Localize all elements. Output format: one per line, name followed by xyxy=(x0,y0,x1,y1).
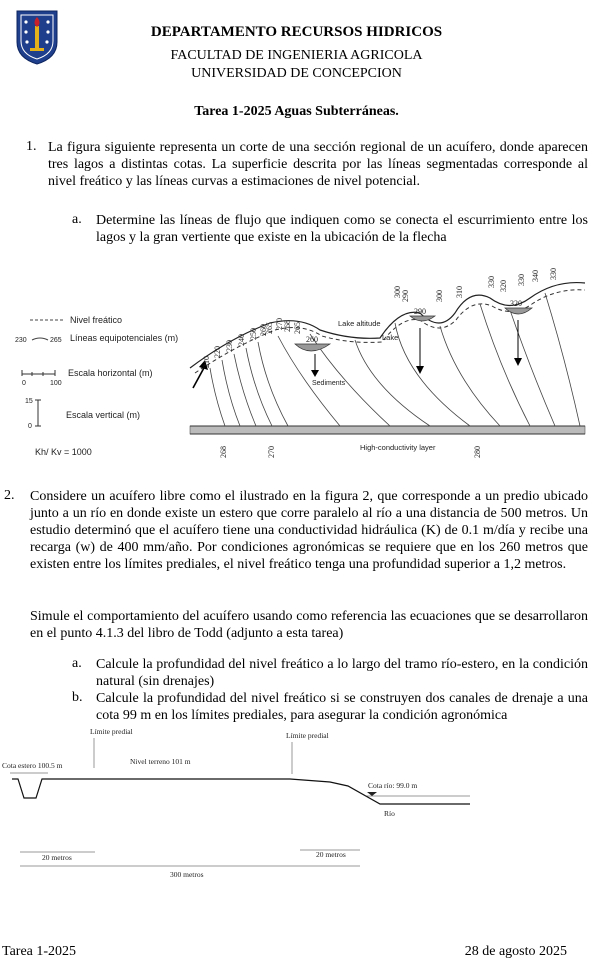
q2b-label: b. xyxy=(72,690,83,705)
equipotential-label: 220 xyxy=(213,346,222,358)
lake-level-label: 290 xyxy=(414,307,426,316)
faculty-heading: FACULTAD DE INGENIERIA AGRICOLA xyxy=(170,48,423,63)
equipotential-label: 330 xyxy=(487,276,496,288)
dim-left-label: 20 metros xyxy=(42,853,72,862)
q2a-text: Calcule la profundidad del nivel freático a lo largo del tramo río-estero, en la condición natural (sin drenajes) xyxy=(96,657,588,689)
q2a-label: a. xyxy=(72,656,82,671)
rio-label: Río xyxy=(384,809,395,818)
q1a-text: Determine las líneas de flujo que indiquen como se conecta el escurrimiento entre los lagos y la gran vertiente que existe en la ubicación de la flecha xyxy=(96,213,588,245)
scale-h-0: 0 xyxy=(22,380,26,387)
legend-water-table: Nivel freático xyxy=(70,315,123,325)
aquifer-profile-figure xyxy=(0,724,593,884)
equipotential-label: 330 xyxy=(549,268,558,280)
lake-level-label: 260 xyxy=(306,335,318,344)
bottom-equipotential-label: 270 xyxy=(267,446,276,458)
equipotential-label: 240 xyxy=(237,334,246,346)
scale-v-15: 15 xyxy=(25,398,33,405)
equipotential-label: 265 xyxy=(293,322,302,334)
equipotential-label: 250 xyxy=(249,328,258,340)
equipotential-label: 290 xyxy=(401,290,410,302)
equipotential-label: 268 xyxy=(283,320,292,332)
equipotential-label: 300 xyxy=(393,286,402,298)
assignment-title: Tarea 1-2025 Aguas Subterráneas. xyxy=(194,104,399,119)
scale-h-100: 100 xyxy=(50,380,62,387)
q2b-text: Calcule la profundidad del nivel freático si se construyen dos canales de drenaje a una cota 99 m en los límites prediales, para asegurar la condición agronómica xyxy=(96,691,588,723)
q1-text: La figura siguiente representa un corte de una sección regional de un acuífero, donde aparecen tres lagos a distintas cotas. La superficie descrita por las líneas segmentadas corresponde al nivel freático y las líneas curvas a estimaciones de nivel potencial. xyxy=(48,140,588,189)
footer-right: 28 de agosto 2025 xyxy=(464,944,567,959)
lake-label: Lake xyxy=(382,333,399,342)
department-heading: DEPARTAMENTO RECURSOS HIDRICOS xyxy=(150,24,443,40)
equipotential-label: 260 xyxy=(259,324,268,336)
q1-number: 1. xyxy=(26,139,37,154)
q2-text-2: Simule el comportamiento del acuífero usando como referencia las ecuaciones que se desarrollaron en el punto 4.1.3 del libro de Todd (adjunto a esta tarea) xyxy=(30,609,588,641)
legend-265: 265 xyxy=(50,337,62,344)
q2-number: 2. xyxy=(4,488,15,503)
limite-predial-right: Límite predial xyxy=(286,731,329,740)
dim-right-label: 20 metros xyxy=(316,850,346,859)
equipotential-label: 265 xyxy=(265,322,274,334)
scale-v-0: 0 xyxy=(28,423,32,430)
footer-left: Tarea 1-2025 xyxy=(2,944,77,959)
equipotential-label: 340 xyxy=(531,270,540,282)
equipotential-label: 270 xyxy=(275,318,284,330)
cota-rio-label: Cota río: 99.0 m xyxy=(368,781,418,790)
equipotential-label: 300 xyxy=(435,290,444,302)
q2-text: Considere un acuífero libre como el ilustrado en la figura 2, que corresponde a un predio ubicado junto a un río en donde existe un estero que corre paralelo al río a una distancia de 500 metros. Un estudio determinó que el acuífero tiene una conductividad hidráulica (K) de 0.1 m/día y recibe una recarga (w) de 400 mm/año. Por condiciones agronómicas se requiere que en los 260 metros que existen entre los límites prediales, el nivel freático tenga una profundidad superior a 1,2 metros. xyxy=(30,489,588,572)
equipotential-label: 210 xyxy=(202,356,211,368)
scale-vertical: Escala vertical (m) xyxy=(66,410,141,420)
bottom-equipotential-label: 280 xyxy=(473,446,482,458)
lake-level-label: 320 xyxy=(510,299,522,308)
kh-kv-ratio: Kh/ Kv = 1000 xyxy=(35,447,92,457)
sediments-label: Sediments xyxy=(312,380,346,387)
equipotential-label: 330 xyxy=(517,274,526,286)
equipotential-label: 230 xyxy=(225,340,234,352)
legend-equipotential: Líneas equipotenciales (m) xyxy=(70,333,179,343)
lake-altitude-label: Lake altitude xyxy=(338,319,381,328)
q1a-label: a. xyxy=(72,212,82,227)
aquifer-section-figure xyxy=(10,268,588,468)
dim-total-label: 300 metros xyxy=(170,870,204,879)
equipotential-label: 310 xyxy=(455,286,464,298)
cota-estero-label: Cota estero 100.5 m xyxy=(2,761,63,770)
equipotential-label: 320 xyxy=(499,280,508,292)
university-heading: UNIVERSIDAD DE CONCEPCION xyxy=(191,66,402,81)
high-conductivity-label: High-conductivity layer xyxy=(360,443,436,452)
nivel-terreno-label: Nivel terreno 101 m xyxy=(130,757,191,766)
legend-230: 230 xyxy=(15,337,27,344)
bottom-equipotential-label: 268 xyxy=(219,446,228,458)
limite-predial-left: Límite predial xyxy=(90,727,133,736)
scale-horizontal: Escala horizontal (m) xyxy=(68,368,153,378)
